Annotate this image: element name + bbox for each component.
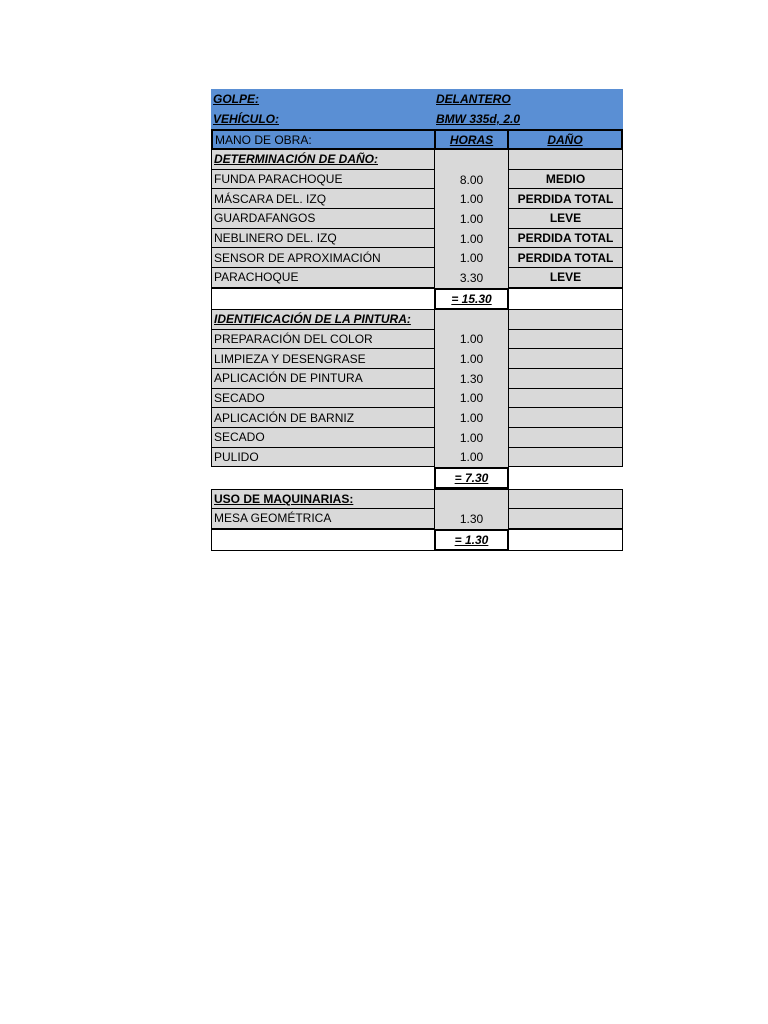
row-item: SECADO xyxy=(211,428,434,448)
golpe-value: DELANTERO xyxy=(436,92,511,106)
table-row xyxy=(211,189,623,209)
row-hours: 3.30 xyxy=(434,268,509,288)
row-damage: MEDIO xyxy=(509,170,623,190)
section-title-row xyxy=(211,310,623,330)
row-item: PARACHOQUE xyxy=(211,268,434,288)
paint-total: = 7.30 xyxy=(434,467,509,489)
table-row xyxy=(211,209,623,229)
row-damage: PERDIDA TOTAL xyxy=(509,189,623,209)
row-item: PREPARACIÓN DEL COLOR xyxy=(211,330,434,350)
row-damage xyxy=(509,428,623,448)
row-damage: PERDIDA TOTAL xyxy=(509,229,623,249)
row-damage xyxy=(509,408,623,428)
row-hours: 1.00 xyxy=(434,349,509,369)
row-item: GUARDAFANGOS xyxy=(211,209,434,229)
golpe-label: GOLPE: xyxy=(213,92,260,106)
row-hours: 1.00 xyxy=(434,209,509,229)
row-item: APLICACIÓN DE PINTURA xyxy=(211,369,434,389)
damage-total-row xyxy=(211,288,623,310)
table-row xyxy=(211,408,623,428)
row-item: APLICACIÓN DE BARNIZ xyxy=(211,408,434,428)
table-row xyxy=(211,509,623,529)
table-row xyxy=(211,248,623,268)
row-damage xyxy=(509,448,623,468)
table-row xyxy=(211,268,623,288)
column-header-row xyxy=(211,129,623,150)
table-row xyxy=(211,428,623,448)
section-title-row xyxy=(211,489,623,509)
table-row xyxy=(211,229,623,249)
table-row xyxy=(211,369,623,389)
vehiculo-label: VEHÍCULO: xyxy=(213,112,279,126)
row-hours: 1.00 xyxy=(434,408,509,428)
row-item: FUNDA PARACHOQUE xyxy=(211,170,434,190)
row-hours: 1.00 xyxy=(434,248,509,268)
header-row-golpe xyxy=(211,89,623,109)
row-item: MÁSCARA DEL. IZQ xyxy=(211,189,434,209)
row-hours: 1.00 xyxy=(434,189,509,209)
row-hours: 1.30 xyxy=(434,369,509,389)
damage-total: = 15.30 xyxy=(434,288,509,310)
row-damage: LEVE xyxy=(509,268,623,288)
estimate-sheet xyxy=(211,89,623,551)
row-hours: 1.00 xyxy=(434,330,509,350)
row-item: LIMPIEZA Y DESENGRASE xyxy=(211,349,434,369)
row-damage xyxy=(509,389,623,409)
table-row xyxy=(211,448,623,468)
table-row xyxy=(211,349,623,369)
machine-total-row xyxy=(211,529,623,551)
machine-section-title: USO DE MAQUINARIAS: xyxy=(211,489,434,509)
paint-total-row xyxy=(211,467,623,489)
row-hours: 8.00 xyxy=(434,170,509,190)
machine-total: = 1.30 xyxy=(434,529,509,551)
row-damage: LEVE xyxy=(509,209,623,229)
damage-header: DAÑO xyxy=(509,129,623,150)
row-item: SENSOR DE APROXIMACIÓN xyxy=(211,248,434,268)
row-item: MESA GEOMÉTRICA xyxy=(211,509,434,529)
section-title-row xyxy=(211,150,623,170)
table-row xyxy=(211,330,623,350)
row-damage xyxy=(509,509,623,529)
row-hours: 1.00 xyxy=(434,389,509,409)
paint-section-title: IDENTIFICACIÓN DE LA PINTURA: xyxy=(211,310,434,330)
header-row-vehiculo xyxy=(211,109,623,129)
row-hours: 1.00 xyxy=(434,428,509,448)
hours-header: HORAS xyxy=(434,129,509,150)
row-damage xyxy=(509,369,623,389)
row-damage xyxy=(509,349,623,369)
row-item: NEBLINERO DEL. IZQ xyxy=(211,229,434,249)
row-damage xyxy=(509,330,623,350)
table-row xyxy=(211,389,623,409)
table-row xyxy=(211,170,623,190)
row-hours: 1.00 xyxy=(434,448,509,468)
labor-header: MANO DE OBRA: xyxy=(211,129,434,150)
vehiculo-value: BMW 335d, 2.0 xyxy=(436,112,521,126)
row-item: SECADO xyxy=(211,389,434,409)
row-hours: 1.30 xyxy=(434,509,509,529)
damage-section-title: DETERMINACIÓN DE DAÑO: xyxy=(211,150,434,170)
row-item: PULIDO xyxy=(211,448,434,468)
row-damage: PERDIDA TOTAL xyxy=(509,248,623,268)
row-hours: 1.00 xyxy=(434,229,509,249)
